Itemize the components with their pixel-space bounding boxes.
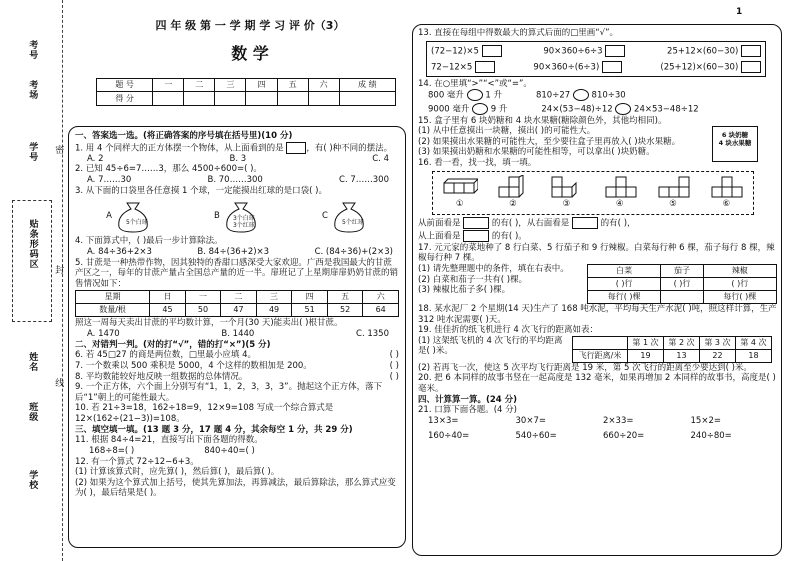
bag-a-label: A <box>106 210 112 221</box>
score-cell[interactable] <box>184 92 215 106</box>
q19-b: (2) 若再飞一次，使这 5 次平均飞行距离是 19 米，第 5 次飞行的距离至少要达到( )米。 <box>418 362 752 373</box>
oral-item[interactable]: 160÷40= <box>428 430 470 441</box>
q14-right: 24×53−48÷12 <box>634 104 699 115</box>
veg-cell[interactable]: 每行( )棵 <box>588 290 661 303</box>
q1-tail: ，有( )种不同的摆法。 <box>306 143 393 154</box>
score-cell[interactable] <box>153 92 184 106</box>
shape-label: ⑤ <box>669 199 677 210</box>
sales-cell: 51 <box>292 304 328 317</box>
q2-option-a[interactable]: A. 7……30 <box>87 175 132 185</box>
score-table <box>96 78 396 106</box>
fly-cell: 22 <box>700 349 736 362</box>
q5: 5. 甘蔗是一种热带作物，因其独特的香甜口感深受大家欢迎。广西是我国最大的甘蔗产区之一，每年的甘蔗产量占全国总产量的近一半。扉班记了上星期扉扉奶奶甘蔗的销售情况如下： <box>75 257 399 289</box>
seal-xian: 线 <box>53 378 64 388</box>
section-1-title: 一、答案选一选。(将正确答案的序号填在括号里)(10 分) <box>75 131 293 141</box>
section-2-title: 二、对错判一判。(对的打“√”，错的打“×”)(5 分) <box>75 339 271 350</box>
fly-head: 第 4 次 <box>735 336 771 349</box>
oral-item[interactable]: 30×7= <box>515 415 546 426</box>
fly-cell: 13 <box>664 349 700 362</box>
oral-item[interactable]: 540÷60= <box>515 430 557 441</box>
exam-title: 四 年 级 第 一 学 期 学 习 评 价（3） <box>155 19 345 32</box>
score-cell[interactable] <box>277 92 308 106</box>
label-class: 班级 <box>27 402 38 422</box>
sales-head: 日 <box>150 291 186 304</box>
oral-item[interactable]: 15×2= <box>690 415 721 426</box>
q2-option-b[interactable]: B. 70……300 <box>207 175 263 185</box>
fly-head: 第 1 次 <box>628 336 664 349</box>
bags-row <box>75 196 399 236</box>
q14-left: 9000 毫升 <box>428 104 470 115</box>
oral-item[interactable]: 240÷80= <box>690 430 732 441</box>
q15: 15. 盒子里有 6 块奶糖和 4 块水果糖(糖除颜色外，其他均相同)。 <box>418 115 667 126</box>
q17: 17. 元元家的菜地种了 8 行白菜、5 行茄子和 9 行辣椒。白菜每行种 6 棵，茄子每行 8 棵，辣椒每行种 7 棵。 <box>418 242 775 264</box>
bag-c-label: C <box>321 210 328 221</box>
sales-head: 六 <box>363 291 399 304</box>
q14-left: 24×(53−48)÷12 <box>541 104 613 115</box>
fly-cell: 18 <box>735 349 771 362</box>
q13-expr: 25+12×(60−30) <box>667 46 739 57</box>
top-view-box <box>286 142 306 154</box>
judge-7-answer[interactable]: ( ) <box>389 360 399 371</box>
q1: 1. 用 4 个同样大的正方体摆一个物体，从上面看到的是 <box>75 143 284 154</box>
left-panel <box>68 126 406 548</box>
score-head: 二 <box>184 79 215 92</box>
q4-option-a[interactable]: A. 84÷36+2×3 <box>87 246 152 257</box>
judge-9: 9. 一个正方体，六个面上分别写有“1，1，2，3，3，3”。抛起这个正方体，落下后“1”朝上的可能性最大。 <box>75 382 383 403</box>
shape-label: ④ <box>615 199 624 210</box>
oral-item[interactable]: 660÷20= <box>603 430 645 441</box>
bag-b-text: 3个白球 3个红球 <box>232 214 255 230</box>
q5-option-a[interactable]: A. 1470 <box>87 329 120 339</box>
veg-head: 茄子 <box>661 264 703 277</box>
q15-c: (3) 如果摸出奶糖和水果糖的可能性相等，可以拿出( )块奶糖。 <box>418 147 655 158</box>
q3: 3. 从下面的口袋里各任意摸 1 个球，一定能摸出红球的是口袋( )。 <box>75 185 327 196</box>
q16-tail: 的有( )， <box>600 218 636 229</box>
barcode-label: 贴条形码区 <box>27 219 38 269</box>
q16-right: 的有( )，从右面看是 <box>491 218 570 229</box>
page-marker: 1 <box>736 7 743 17</box>
veg-cell[interactable]: ( )行 <box>703 277 776 290</box>
judge-8: 8. 平均数能较好地反映一组数据的总体情况。 <box>75 371 248 382</box>
shape-label: ⑥ <box>722 199 731 210</box>
q1-option-c[interactable]: C. 4 <box>372 153 389 164</box>
score-head: 题 号 <box>97 79 153 92</box>
sales-cell: 64 <box>363 304 399 317</box>
q5-question: 照这一周每天卖出甘蔗的平均数计算，一个月(30 天)能卖出( )根甘蔗。 <box>75 318 343 329</box>
sales-head: 一 <box>185 291 221 304</box>
bag-c-text: 5个红球 <box>342 218 364 226</box>
seal-feng: 封 <box>53 265 64 275</box>
fill-12: 12. 有一个算式 72÷12−6+3。 <box>75 456 199 467</box>
q13-expr: 90×360÷6÷3 <box>543 46 603 57</box>
right-panel-frame <box>412 24 782 556</box>
q16: 16. 看一看，找一找，填一填。 <box>418 158 537 168</box>
q14-left: 810÷27 <box>535 90 571 101</box>
q18: 18. 某水泥厂 2 个星期(14 天)生产了 168 吨水泥，平均每天生产水泥( )吨，照这样计算，生产 312 吨水泥需要( )天。 <box>418 303 777 325</box>
q20: 20. 把 6 本同样的故事书竖在一起高度是 132 毫米，如果再增加 2 本同样的故事书，高度是( )毫米。 <box>418 373 776 394</box>
fill-12-a: (1) 计算该算式时，应先算( )，然后算( )，最后算( )。 <box>75 467 280 478</box>
sales-head: 星期 <box>76 291 150 304</box>
q16-top-tail: 的有( )。 <box>491 231 527 242</box>
section-3-title: 三、填空填一填。(13 题 3 分，17 题 4 分，其余每空 1 分，共 29 分) <box>75 424 353 435</box>
judge-6: 6. 若 45□27 的商是两位数，□里最小应填 4。 <box>75 350 257 361</box>
label-kaochang: 考场 <box>27 80 38 100</box>
veg-cell[interactable]: 每行( )棵 <box>703 290 776 303</box>
score-cell[interactable] <box>308 92 339 106</box>
sales-cell: 52 <box>327 304 363 317</box>
fly-head: 第 3 次 <box>700 336 736 349</box>
score-label: 得 分 <box>97 92 153 106</box>
q5-option-b[interactable]: B. 1440 <box>221 329 255 339</box>
seal-line <box>62 0 63 561</box>
candy-box-icon: 6 块奶糖 4 块水果糖 <box>712 126 758 162</box>
score-head: 六 <box>308 79 339 92</box>
q13-expr: 90×360÷(6÷3) <box>533 62 600 73</box>
q2: 2. 已知 45÷6=7……3，那么 4500÷600=( )。 <box>75 164 262 175</box>
shape-label: ① <box>455 199 464 210</box>
sales-head: 四 <box>292 291 328 304</box>
shape-label: ③ <box>562 199 571 210</box>
q14-right: 1 升 <box>485 90 502 101</box>
q1-option-a[interactable]: A. 2 <box>87 153 104 164</box>
sales-cell: 数量/根 <box>76 304 150 317</box>
q17-c: (3) 辣椒比茄子多( )棵。 <box>418 285 511 296</box>
binding-margin <box>4 0 68 561</box>
fly-head: 第 2 次 <box>664 336 700 349</box>
bag-c-icon <box>331 199 367 233</box>
q14-right: 9 升 <box>490 104 508 115</box>
q19-a: (1) 这架纸飞机的 4 次飞行的平均距离是( )米。 <box>418 335 563 357</box>
sales-cell: 47 <box>221 304 257 317</box>
judge-8-answer[interactable]: ( ) <box>389 371 399 382</box>
sales-cell: 49 <box>256 304 292 317</box>
label-school: 学校 <box>27 470 38 490</box>
score-head: 一 <box>153 79 184 92</box>
fly-cell: 飞行距离/米 <box>573 349 628 362</box>
barcode-area <box>12 200 52 322</box>
label-xuehao: 学号 <box>27 142 38 162</box>
q15-b: (2) 如果摸出水果糖的可能性大，至少要往盒子里再放入( )块水果糖。 <box>418 136 681 147</box>
veg-head: 辣椒 <box>703 264 776 277</box>
q5-option-c[interactable]: C. 1350 <box>356 329 389 339</box>
q14-right: 810÷30 <box>591 90 626 101</box>
q17-b: (2) 白菜和茄子一共有( )棵。 <box>418 274 528 285</box>
fill-11-b[interactable]: 840÷40=( ) <box>204 445 255 456</box>
score-head: 五 <box>277 79 308 92</box>
q13-expr: (25+12)×(60−30) <box>660 62 739 73</box>
q1-option-b[interactable]: B. 3 <box>229 153 247 164</box>
judge-7: 7. 一个数乘以 500 乘积是 5000，4 个这样的数相加是 200。 <box>75 360 312 371</box>
oral-item[interactable]: 13×3= <box>428 415 459 426</box>
judge-6-answer[interactable]: ( ) <box>389 350 399 361</box>
veg-cell[interactable]: ( )行 <box>588 277 661 290</box>
q21: 21. 口算下面各题。(4 分) <box>418 405 517 416</box>
q19: 19. 佳佳折的纸飞机进行 4 次飞行的距离如表： <box>418 325 599 336</box>
fill-12-b: (2) 如果为这个算式加上括号，使其先算加法，再算减法，最后算除法，那么算式应变为( )，最后结果是( )。 <box>75 477 396 499</box>
q2-option-c[interactable]: C. 7……300 <box>339 175 389 185</box>
q15-a: (1) 从中任意摸出一块糖，摸出( )的可能性大。 <box>418 126 596 137</box>
score-cell[interactable] <box>339 92 395 106</box>
q16-front: 从前面看是 <box>418 218 461 229</box>
q13-expr: (72−12)×5 <box>431 46 479 57</box>
sales-table <box>75 290 399 317</box>
fly-cell: 19 <box>628 349 664 362</box>
q4-option-c[interactable]: C. (84÷36)+(2×3) <box>314 246 393 257</box>
bag-a-text: 5个白球 <box>125 218 148 226</box>
sales-cell: 45 <box>150 304 186 317</box>
section-4-title: 四、计算算一算。(24 分) <box>418 394 518 405</box>
score-cell[interactable] <box>215 92 246 106</box>
q17-a: (1) 请先整理题中的条件，填在右表中。 <box>418 263 569 274</box>
oral-item[interactable]: 2×33= <box>603 415 634 426</box>
veg-head: 白菜 <box>588 264 661 277</box>
seal-mi: 密 <box>53 145 64 155</box>
sales-cell: 50 <box>185 304 221 317</box>
label-kaohao: 考号 <box>27 40 38 60</box>
subject-title: 数 学 <box>231 44 269 63</box>
q14: 14. 在○里填“>”“<”或“=”。 <box>418 78 532 89</box>
q16-top: 从上面看是 <box>418 231 461 242</box>
q13: 13. 直接在每组中得数最大的算式后面的□里画“√”。 <box>418 28 618 38</box>
score-head: 三 <box>215 79 246 92</box>
q4: 4. 下面算式中，( )最后一步计算除法。 <box>75 236 223 247</box>
sales-head: 二 <box>221 291 257 304</box>
judge-10: 10. 若 21÷3=18，162÷18=9，12×9=108 写成一个综合算式是 12×(162÷(21−3))=108。 <box>75 403 334 424</box>
fill-11: 11. 根据 84÷4=21，直接写出下面各题的得数。 <box>75 435 263 446</box>
shape-label: ② <box>509 199 517 210</box>
q13-expr: 72−12×5 <box>431 62 473 73</box>
bag-a-icon <box>115 199 151 233</box>
label-name: 姓名 <box>27 352 38 372</box>
score-cell[interactable] <box>246 92 277 106</box>
bag-b-label: B <box>214 210 220 221</box>
sales-head: 三 <box>256 291 292 304</box>
score-head: 四 <box>246 79 277 92</box>
q4-option-b[interactable]: B. 84÷(36+2)×3 <box>197 246 270 257</box>
veg-cell[interactable]: ( )行 <box>661 277 703 290</box>
score-head: 成 绩 <box>339 79 395 92</box>
sales-head: 五 <box>327 291 363 304</box>
fill-11-a[interactable]: 168÷8=( ) <box>89 445 135 456</box>
q14-left: 800 毫升 <box>428 90 464 101</box>
